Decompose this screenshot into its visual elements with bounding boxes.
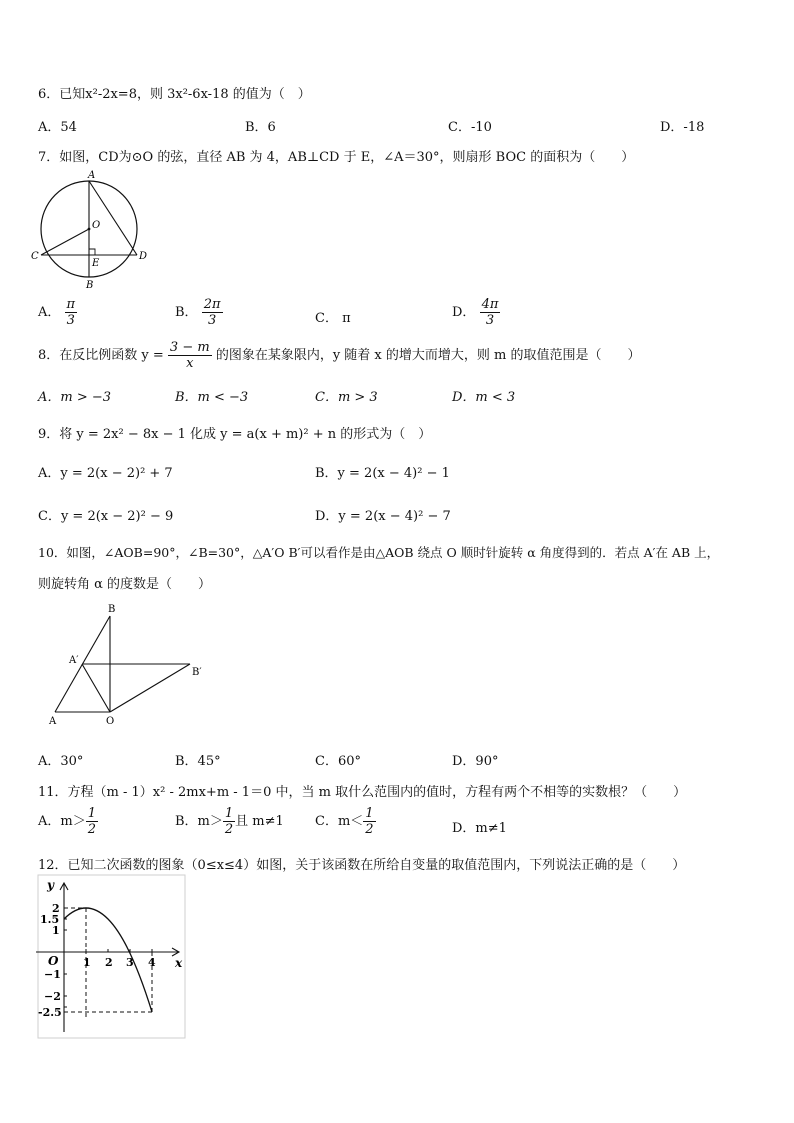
question-11-stem: 11．方程（m - 1）x² - 2mx+m - 1＝0 中，当 m 取什么范围内的值时，方程有两个不相等的实数根？（ ） bbox=[38, 785, 687, 800]
q6-option-a: A．54 bbox=[38, 120, 77, 135]
q11-option-b-label: B．m＞ bbox=[175, 814, 223, 829]
rotation-label-a-prime: A′ bbox=[69, 655, 79, 666]
q7-option-b bbox=[175, 297, 223, 328]
q7-option-b-fraction bbox=[202, 297, 223, 328]
graph-x-tick-3: 3 bbox=[126, 956, 134, 969]
figure-label-a: A bbox=[88, 170, 96, 181]
q8-option-c: C．m > 3 bbox=[315, 390, 378, 405]
rotation-label-a: A bbox=[49, 716, 57, 727]
q11-option-b-fraction bbox=[223, 806, 235, 837]
q10-option-a: A．30° bbox=[38, 754, 84, 769]
function-graph bbox=[28, 872, 188, 1042]
q9-option-c: C．y = 2(x − 2)² − 9 bbox=[38, 509, 174, 524]
graph-y-tick-1: 1 bbox=[52, 924, 60, 937]
q8-fraction bbox=[168, 340, 212, 371]
question-10-stem-line2: 则旋转角 α 的度数是（ ） bbox=[38, 577, 212, 592]
q8-option-a: A．m > −3 bbox=[38, 390, 112, 405]
q7-option-a-fraction bbox=[65, 297, 78, 328]
q7-option-a bbox=[38, 297, 77, 328]
q8-stem-pre: 8．在反比例函数 y = bbox=[38, 348, 164, 363]
q8-option-b: B．m < −3 bbox=[175, 390, 249, 405]
q7-option-d-num: 4π bbox=[481, 297, 499, 312]
q11-option-a-label: A．m＞ bbox=[38, 814, 86, 829]
q7-option-d-den: 3 bbox=[485, 313, 495, 328]
graph-y-tick-1-5: 1.5 bbox=[40, 913, 60, 926]
question-7-stem: 7．如图，CD为⊙O 的弦，直径 AB 为 4，AB⊥CD 于 E，∠A＝30°，则扇形 BOC 的面积为（ ） bbox=[38, 150, 635, 165]
q11-option-b bbox=[175, 806, 284, 837]
graph-y-axis-label: y bbox=[47, 878, 54, 892]
q7-option-b-label: B． bbox=[175, 305, 198, 320]
rotation-label-o: O bbox=[106, 716, 115, 727]
q11-option-c-den: 2 bbox=[365, 822, 374, 837]
q10-option-b: B．45° bbox=[175, 754, 221, 769]
q8-stem-post: 的图象在某象限内，y 随着 x 的增大而增大，则 m 的取值范围是（ ） bbox=[215, 348, 641, 363]
q7-option-c bbox=[315, 307, 351, 326]
q11-option-a-num: 1 bbox=[87, 806, 96, 821]
q11-option-c-fraction bbox=[363, 806, 375, 837]
circle-figure bbox=[30, 168, 155, 293]
graph-origin-label: O bbox=[48, 954, 59, 968]
q6-option-b: B．6 bbox=[245, 120, 276, 135]
graph-y-tick-minus-2: −2 bbox=[44, 990, 61, 1003]
figure-label-b: B bbox=[86, 280, 94, 291]
graph-y-tick-minus-2-5: -2.5 bbox=[38, 1006, 62, 1019]
q6-option-d: D．-18 bbox=[660, 120, 705, 135]
graph-x-tick-1: 1 bbox=[83, 956, 91, 969]
q11-option-c-label: C．m＜ bbox=[315, 814, 364, 829]
q9-option-b: B．y = 2(x − 4)² − 1 bbox=[315, 466, 450, 481]
question-8-stem bbox=[38, 340, 641, 371]
q9-option-d: D．y = 2(x − 4)² − 7 bbox=[315, 509, 451, 524]
q7-option-a-num: π bbox=[66, 297, 76, 312]
rotation-figure bbox=[40, 600, 220, 728]
rotation-label-b: B bbox=[108, 604, 116, 615]
q11-option-c bbox=[315, 806, 376, 837]
figure-label-d: D bbox=[139, 251, 148, 262]
q7-option-a-label: A． bbox=[38, 305, 61, 320]
rotation-label-b-prime: B′ bbox=[192, 667, 202, 678]
graph-y-tick-minus-1: −1 bbox=[44, 968, 61, 981]
q7-option-c-text: π bbox=[342, 311, 351, 326]
q7-option-a-den: 3 bbox=[66, 313, 75, 328]
q8-frac-num: 3 − m bbox=[169, 340, 210, 355]
q11-option-a-fraction bbox=[86, 806, 98, 837]
q7-option-d-fraction bbox=[480, 297, 501, 328]
graph-x-axis-label: x bbox=[175, 956, 183, 970]
question-10-stem-line1: 10．如图，∠AOB=90°，∠B=30°，△A′O B′可以看作是由△AOB 绕点 O 顺时针旋转 α 角度得到的．若点 A′在 AB 上， bbox=[38, 545, 720, 560]
graph-x-tick-4: 4 bbox=[148, 956, 156, 969]
q8-option-d: D．m < 3 bbox=[452, 390, 516, 405]
q7-option-d bbox=[452, 297, 500, 328]
figure-label-c: C bbox=[31, 251, 39, 262]
graph-x-tick-2: 2 bbox=[105, 956, 113, 969]
q7-option-d-label: D． bbox=[452, 305, 476, 320]
q10-option-c: C．60° bbox=[315, 754, 361, 769]
q8-frac-den: x bbox=[186, 356, 194, 371]
question-12-stem: 12．已知二次函数的图象（0≤x≤4）如图，关于该函数在所给自变量的取值范围内，下列说法正确的是（ ） bbox=[38, 858, 686, 873]
q11-option-d: D．m≠1 bbox=[452, 821, 507, 836]
q11-option-b-den: 2 bbox=[224, 822, 234, 837]
graph-y-tick-2: 2 bbox=[52, 902, 60, 915]
question-9-stem: 9．将 y = 2x² − 8x − 1 化成 y = a(x + m)² + n 的形式为（ ） bbox=[38, 427, 432, 442]
q10-option-d: D．90° bbox=[452, 754, 499, 769]
figure-label-o: O bbox=[92, 220, 101, 231]
q7-option-b-den: 3 bbox=[207, 313, 217, 328]
figure-label-e: E bbox=[92, 258, 100, 269]
q11-option-a bbox=[38, 806, 98, 837]
q6-option-c: C．-10 bbox=[448, 120, 492, 135]
q7-option-b-num: 2π bbox=[203, 297, 221, 312]
q11-option-b-post: 且 m≠1 bbox=[235, 814, 284, 829]
q11-option-c-num: 1 bbox=[365, 806, 374, 821]
q9-option-a: A．y = 2(x − 2)² + 7 bbox=[38, 466, 173, 481]
q11-option-b-num: 1 bbox=[224, 806, 234, 821]
q11-option-a-den: 2 bbox=[87, 822, 96, 837]
question-6-stem: 6．已知x²-2x=8，则 3x²-6x-18 的值为（ ） bbox=[38, 87, 311, 102]
q7-option-c-label: C． bbox=[315, 311, 338, 326]
